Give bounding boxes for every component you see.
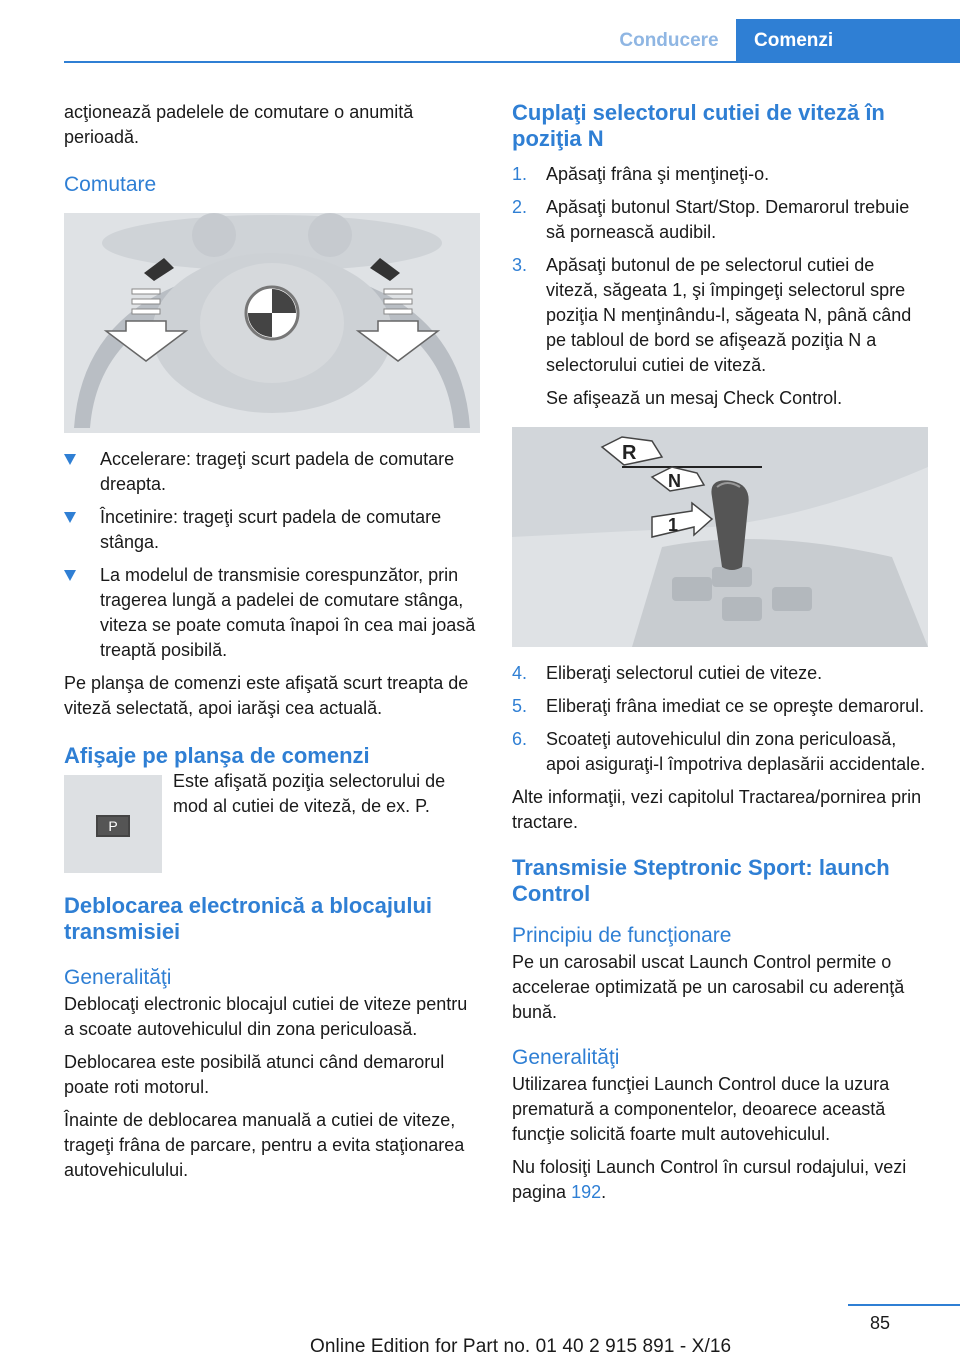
footer-rule [848,1304,960,1306]
triangle-bullet-icon [64,454,76,465]
left-column [64,100,482,1191]
deblocarea-p3: Înainte de deblocarea manuală a cutiei de viteze, trageţi frâna de parcare, pentru a evita staţionarea autovehiculului. [64,1110,465,1180]
afisaje-heading: Afişaje pe planşa de comenzi [64,743,370,768]
steering-wheel-illustration [64,213,480,433]
generalitati-heading-right: Generalităţi [512,1046,620,1069]
deblocarea-p2: Deblocarea este posibilă atunci când demarorul poate roti motorul. [64,1052,445,1097]
deblocarea-p1: Deblocaţi electronic blocajul cutiei de viteze pentru a scoate autovehiculul din zona periculoasă. [64,994,468,1039]
triangle-bullet-icon [64,570,76,581]
triangle-bullet-icon [64,512,76,523]
check-control-note: Se afişează un mesaj Check Control. [546,388,843,408]
display-figure [64,775,162,873]
list-item: La modelul de transmisie corespunzător, prin tragerea lungă a padelei de comutare stânga, viteza se poate comuta înapoi în cea mai joasă treaptă posibilă. [64,563,482,663]
list-item: 4. Eliberaţi selectorul cutiei de viteze. [512,663,823,683]
principiu-text: Pe un carosabil uscat Launch Control permite o accelerae optimizată pe un carosabil cu aderenţă bună. [512,952,905,1022]
footer-edition: Online Edition for Part no. 01 40 2 915 891 - X/16 [310,1336,732,1357]
fig-label-1: 1 [668,515,679,535]
gear-selector-figure [512,427,928,647]
principiu-heading: Principiu de funcţionare [512,924,732,947]
intro-text: acţionează padelele de comutare o anumită perioadă. [64,102,414,147]
list-item: 3. Apăsaţi butonul de pe selectorul cutiei de viteză, săgeata 1, şi împingeţi selectorul spre poziţia N menţinându-l, săgeata N, până când pe tabloul de bord se afişează poziţia N a selectorului cutiei de viteză. [512,255,912,375]
list-item: 2. Apăsaţi butonul Start/Stop. Demarorul trebuie să pornească audibil. [512,197,910,242]
fig-label-n: N [668,471,681,491]
generalitati-heading-left: Generalităţi [64,966,172,989]
cuplati-heading: Cuplaţi selectorul cutiei de viteză în poziţia N [512,100,885,151]
steps-list-a [512,162,930,378]
list-item: 6. Scoateţi autovehiculul din zona periculoasă, apoi asiguraţi-l împotriva deplasării accidentale. [512,729,926,774]
afisaje-text: Este afişată poziţia selectorului de mod al cutiei de viteză, de ex. P. [173,771,446,816]
tab-comenzi[interactable]: Comenzi [736,19,960,63]
fig-label-r: R [622,442,637,464]
right-column [512,100,930,1213]
plansa-note: Pe planşa de comenzi este afişată scurt treapta de viteză selectată, apoi iarăşi cea actuală. [64,673,469,718]
list-item: 1. Apăsaţi frâna şi menţineţi-o. [512,164,770,184]
afisaje-block [64,773,482,873]
steering-wheel-figure [64,213,480,433]
page-192-link[interactable]: 192 [571,1182,602,1202]
gear-selector-illustration [512,427,928,647]
comutare-list [64,447,482,663]
launch-gen-p1: Utilizarea funcţiei Launch Control duce la uzura prematură a componentelor, deoarece această funcţie solicită foarte mult autovehiculul. [512,1074,890,1144]
comutare-heading: Comutare [64,173,157,196]
deblocarea-heading: Deblocarea electronică a blocajului transmisiei [64,893,433,944]
list-item: Încetinire: trageţi scurt padela de comutare stânga. [64,505,482,555]
gear-display-p: P [96,815,130,837]
list-item: Accelerare: trageţi scurt padela de comutare dreapta. [64,447,482,497]
alte-info: Alte informaţii, vezi capitolul Tractarea/pornirea prin tractare. [512,787,922,832]
header-rule [64,61,960,63]
page-number: 85 [869,1313,890,1333]
tab-conducere[interactable]: Conducere [602,19,736,63]
launch-gen-p2: Nu folosiţi Launch Control în cursul rodajului, vezi pagina 192. [512,1157,907,1202]
launch-heading: Transmisie Steptronic Sport: launch Control [512,855,890,906]
list-item: 5. Eliberaţi frâna imediat ce se opreşte demarorul. [512,696,925,716]
steps-list-b [512,661,930,777]
